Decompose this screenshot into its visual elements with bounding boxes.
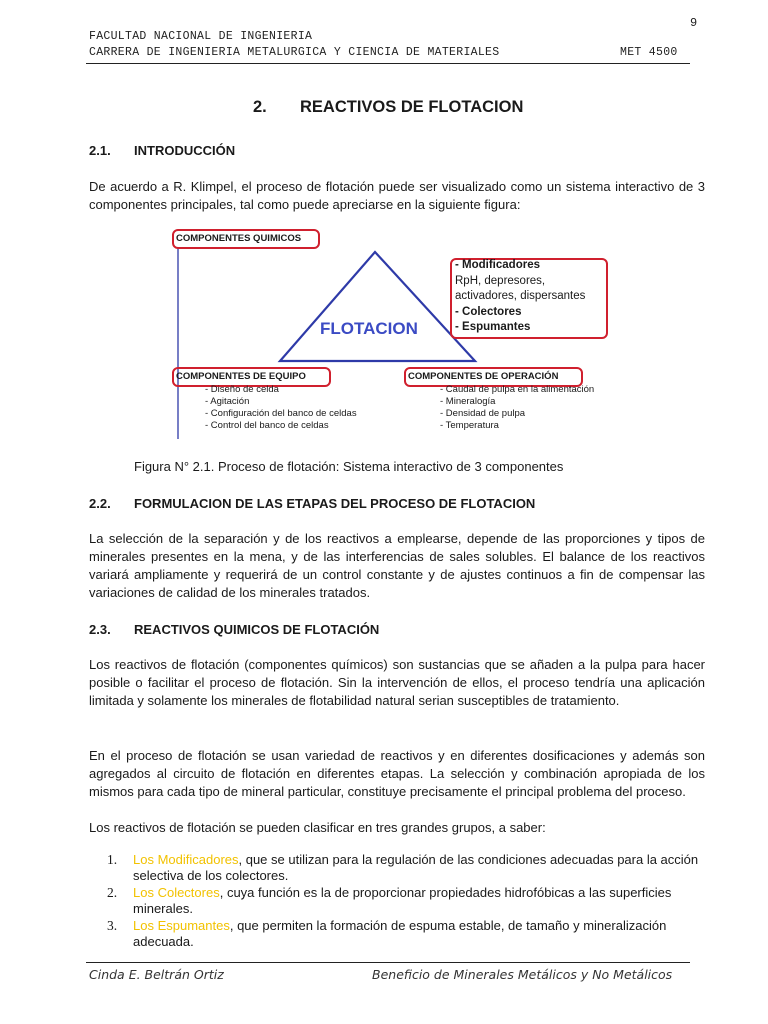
section-2-1-number: 2.1. [89, 143, 111, 158]
header-course-code: MET 4500 [620, 46, 678, 59]
operation-item: - Temperatura [440, 420, 499, 431]
section-2-2-number: 2.2. [89, 496, 111, 511]
chapter-title: REACTIVOS DE FLOTACION [300, 98, 524, 116]
flotation-diagram [150, 225, 620, 445]
list-item-text: , cuya función es la de proporcionar propiedades hidrofóbicas a las superficies minerales. [133, 885, 672, 916]
equipment-components-label: COMPONENTES DE EQUIPO [176, 371, 306, 382]
chemical-details-box [450, 258, 608, 339]
page-number: 9 [690, 16, 698, 30]
list-item-term-frothers: Los Espumantes [133, 918, 230, 933]
equipment-item: - Configuración del banco de celdas [205, 408, 357, 419]
figure-caption: Figura N° 2.1. Proceso de flotación: Sistema interactivo de 3 componentes [134, 459, 564, 474]
section-2-3-title: REACTIVOS QUIMICOS DE FLOTACIÓN [134, 622, 380, 637]
list-item-number: 2. [107, 885, 118, 900]
formulation-paragraph: La selección de la separación y de los reactivos a emplearse, depende de las proporciones y tipos de minerales presentes en la mena, y de las interferencias de sales solubles. El balance de los reactivos variará ampliamente y requerirá de un control constante y de ajustes continuos a fin de compensar las variaciones de calidad de los minerales tratados. [89, 531, 705, 600]
list-item-term-modifiers: Los Modificadores [133, 852, 239, 867]
header-rule [86, 63, 690, 64]
footer-rule [86, 962, 690, 963]
frothers-line: - Espumantes [455, 321, 531, 333]
section-2-1-title: INTRODUCCIÓN [134, 143, 236, 158]
list-item [107, 852, 707, 883]
activators-line: activadores, dispersantes [455, 290, 586, 302]
flotation-center-label: FLOTACION [320, 319, 418, 338]
equipment-list [205, 384, 357, 432]
section-2-2-title: FORMULACION DE LAS ETAPAS DEL PROCESO DE FLOTACION [134, 496, 536, 511]
list-item [107, 918, 707, 949]
list-item-text: , que se utilizan para la regulación de las condiciones adecuadas para la acción selectiva de los colectores. [133, 852, 699, 883]
reagent-groups-list [107, 852, 707, 951]
list-item-term-collectors: Los Colectores [133, 885, 220, 900]
header-faculty: FACULTAD NACIONAL DE INGENIERIA [89, 30, 313, 43]
operation-item: - Mineralogía [440, 396, 496, 407]
triangle [280, 252, 475, 361]
ph-line: RpH, depresores, [455, 274, 546, 287]
reagents-paragraph-1: Los reactivos de flotación (componentes químicos) son sustancias que se añaden a la pulpa para hacer posible o facilitar el proceso de flotación. Sin la intervención de ellos, el proceso tendría una aplicación limitada y solamente los minerales de flotabilidad natural serian susceptibles de tratamiento. [89, 657, 705, 708]
operation-item: - Caudal de pulpa en la alimentación [440, 384, 595, 395]
operation-list [440, 384, 594, 432]
chapter-number: 2. [253, 98, 267, 116]
section-2-3-number: 2.3. [89, 622, 111, 637]
reagents-paragraph-2: En el proceso de flotación se usan variedad de reactivos y en diferentes dosificaciones y además son agregados al circuito de flotación en diferentes etapas. La selección y combinación apropiada de los mismos para cada tipo de mineral particular, constituye precisamente el principal problema del proceso. [89, 748, 705, 799]
operation-item: - Densidad de pulpa [440, 408, 526, 419]
equipment-item: - Diseño de celda [205, 384, 279, 395]
list-item-number: 1. [107, 852, 118, 867]
footer-subject: Beneficio de Minerales Metálicos y No Metálicos [372, 967, 673, 982]
header-career: CARRERA DE INGENIERIA METALURGICA Y CIENCIA DE MATERIALES [89, 46, 500, 59]
intro-paragraph: De acuerdo a R. Klimpel, el proceso de flotación puede ser visualizado como un sistema interactivo de 3 componentes principales, tal como puede apreciarse en la siguiente figura: [89, 179, 705, 212]
equipment-item: - Control del banco de celdas [205, 420, 329, 431]
list-item-text: , que permiten la formación de espuma estable, de tamaño y mineralización adecuada. [133, 918, 667, 949]
operation-components-label: COMPONENTES DE OPERACIÓN [408, 371, 559, 382]
equipment-item: - Agitación [205, 396, 250, 407]
collectors-line: - Colectores [455, 305, 522, 318]
chemical-components-label: COMPONENTES QUIMICOS [176, 233, 302, 244]
modifiers-line: - Modificadores [455, 259, 540, 271]
reagents-paragraph-3: Los reactivos de flotación se pueden clasificar en tres grandes grupos, a saber: [89, 820, 546, 835]
footer-author: Cinda E. Beltrán Ortiz [89, 967, 224, 982]
list-item-number: 3. [107, 918, 118, 933]
list-item [107, 885, 707, 916]
chemical-components-box [172, 229, 320, 249]
